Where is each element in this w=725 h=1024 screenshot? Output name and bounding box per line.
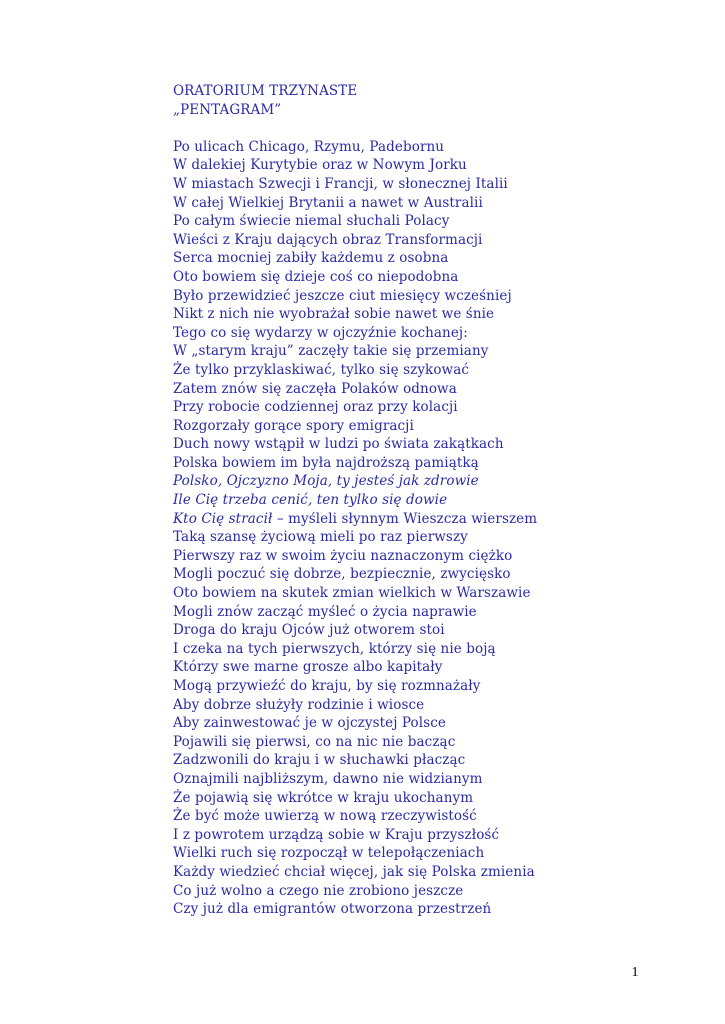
poem-line: Oto bowiem się dzieje coś co niepodobna <box>173 268 459 285</box>
quote-line: Polsko, Ojczyzno Moja, ty jesteś jak zdrowie <box>173 473 479 490</box>
poem-line: Oto bowiem na skutek zmian wielkich w Warszawie <box>173 585 531 602</box>
quote-fragment: Kto Cię stracił <box>173 510 273 527</box>
poem-line: Czy już dla emigrantów otworzona przestrzeń <box>173 901 492 918</box>
poem-line: Oznajmili najbliższym, dawno nie widzianym <box>173 770 483 787</box>
poem-line: I czeka na tych pierwszych, którzy się nie boją <box>173 640 496 657</box>
poem-line: Po ulicach Chicago, Rzymu, Padebornu <box>173 138 445 155</box>
poem-line: Każdy wiedzieć chciał więcej, jak się Polska zmienia <box>173 863 535 880</box>
poem-line: Pierwszy raz w swoim życiu naznaczonym ciężko <box>173 547 513 564</box>
poem-line: Mogą przywieźć do kraju, by się rozmnażały <box>173 678 481 694</box>
poem-line: Co już wolno a czego nie zrobiono jeszcze <box>173 882 464 899</box>
stanza-spacer <box>173 119 693 138</box>
poem-line: Zadzwonili do kraju i w słuchawki płacząc <box>173 752 466 769</box>
poem-body <box>173 82 693 919</box>
poem-line: Mogli poczuć się dobrze, bezpiecznie, zwycięsko <box>173 566 511 583</box>
poem-line: Duch nowy wstąpił w ludzi po świata zakątkach <box>173 436 504 453</box>
poem-line: Że pojawią się wkrótce w kraju ukochanym <box>173 789 474 806</box>
poem-line: Droga do kraju Ojców już otworem stoi <box>173 622 445 639</box>
poem-line: W całej Wielkiej Brytanii a nawet w Australii <box>173 194 483 211</box>
poem-line: W „starym kraju” zaczęły takie się przemiany <box>173 343 489 360</box>
poem-line: Że być może uwierzą w nową rzeczywistość <box>173 808 477 825</box>
poem-line: W dalekiej Kurytybie oraz w Nowym Jorku <box>173 157 467 174</box>
poem-line: Tego co się wydarzy w ojczyźnie kochanej: <box>173 324 468 341</box>
poem-line: Taką szansę życiową mieli po raz pierwszy <box>173 529 468 546</box>
poem-line: Wieści z Kraju dających obraz Transformacji <box>173 231 483 248</box>
poem-line: Aby zainwestować je w ojczystej Polsce <box>173 715 446 732</box>
mixed-quote-line <box>173 510 693 529</box>
poem-line: Wielki ruch się rozpoczął w telepołączeniach <box>173 845 485 862</box>
poem-line: Przy robocie codziennej oraz przy kolacji <box>173 399 458 416</box>
poem-line: I z powrotem urządzą sobie w Kraju przyszłość <box>173 826 500 843</box>
poem-line: Którzy swe marne grosze albo kapitały <box>173 659 443 676</box>
page-number: 1 <box>631 965 639 980</box>
poem-line: Po całym świecie niemal słuchali Polacy <box>173 213 450 230</box>
poem-line: W miastach Szwecji i Francji, w słonecznej Italii <box>173 175 508 192</box>
poem-line: Pojawili się pierwsi, co na nic nie bacząc <box>173 733 456 750</box>
poem-line: Rozgorzały gorące spory emigracji <box>173 417 414 434</box>
quote-line: Ile Cię trzeba cenić, ten tylko się dowie <box>173 492 448 509</box>
poem-line: Serca mocniej zabiły każdemu z osobna <box>173 250 449 267</box>
poem-line: Zatem znów się zaczęła Polaków odnowa <box>173 380 457 397</box>
line-fragment: – myśleli słynnym Wieszcza wierszem <box>272 510 538 527</box>
poem-subtitle: „PENTAGRAM” <box>173 101 282 118</box>
poem-title: ORATORIUM TRZYNASTE <box>173 83 358 99</box>
poem-line: Polska bowiem im była najdroższą pamiątką <box>173 454 479 471</box>
poem-line: Że tylko przyklaskiwać, tylko się szykować <box>173 361 470 378</box>
poem-line: Było przewidzieć jeszcze ciut miesięcy wcześniej <box>173 287 512 304</box>
poem-line: Mogli znów zacząć myśleć o życia naprawie <box>173 603 477 620</box>
poem-line: Aby dobrze służyły rodzinie i wiosce <box>173 696 425 713</box>
poem-line: Nikt z nich nie wyobrażał sobie nawet we śnie <box>173 306 495 323</box>
